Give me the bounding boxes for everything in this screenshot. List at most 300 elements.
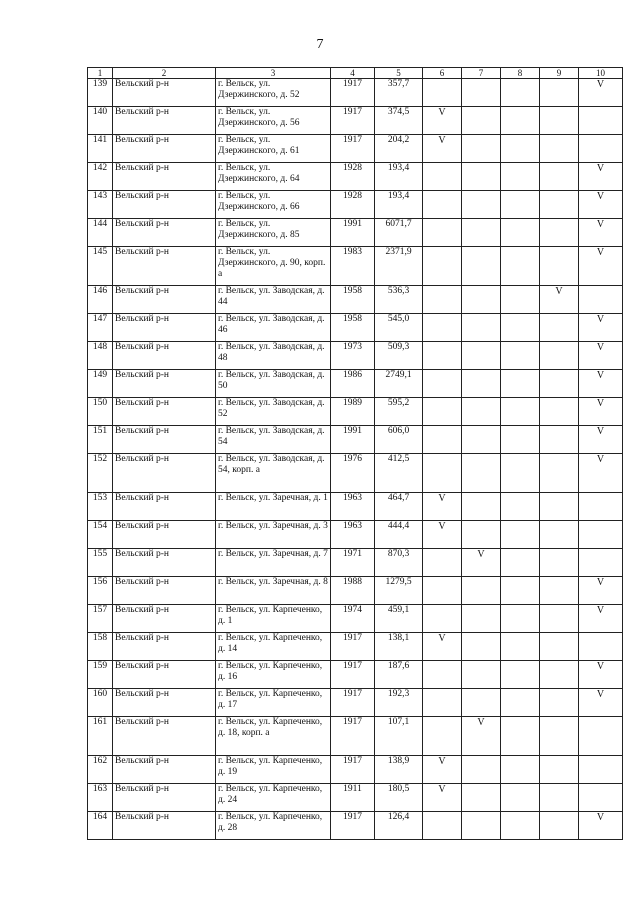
category-mark: V bbox=[579, 314, 623, 342]
category-col-9-cell bbox=[540, 784, 579, 812]
category-col-9-cell bbox=[540, 342, 579, 370]
category-col-7-cell bbox=[462, 191, 501, 219]
district-cell: Вельский р-н bbox=[113, 577, 216, 605]
row-number: 156 bbox=[88, 577, 113, 605]
category-col-9-cell bbox=[540, 79, 579, 107]
column-header: 7 bbox=[462, 68, 501, 79]
year-cell: 1928 bbox=[331, 163, 375, 191]
table-row bbox=[88, 784, 623, 812]
category-mark: V bbox=[462, 717, 501, 756]
category-col-6-cell bbox=[423, 426, 462, 454]
category-col-8-cell bbox=[501, 784, 540, 812]
area-cell: 6071,7 bbox=[375, 219, 423, 247]
category-col-7-cell bbox=[462, 247, 501, 286]
district-cell: Вельский р-н bbox=[113, 784, 216, 812]
category-col-8-cell bbox=[501, 454, 540, 493]
table-row bbox=[88, 577, 623, 605]
district-cell: Вельский р-н bbox=[113, 756, 216, 784]
area-cell: 536,3 bbox=[375, 286, 423, 314]
category-col-6-cell bbox=[423, 577, 462, 605]
category-col-7-cell bbox=[462, 689, 501, 717]
row-number: 146 bbox=[88, 286, 113, 314]
category-col-8-cell bbox=[501, 342, 540, 370]
row-number: 163 bbox=[88, 784, 113, 812]
address-cell: г. Вельск, ул. Заречная, д. 1 bbox=[216, 493, 331, 521]
district-cell: Вельский р-н bbox=[113, 661, 216, 689]
district-cell: Вельский р-н bbox=[113, 398, 216, 426]
category-col-6-cell bbox=[423, 812, 462, 840]
category-col-6-cell bbox=[423, 370, 462, 398]
address-cell: г. Вельск, ул. Карпеченко, д. 1 bbox=[216, 605, 331, 633]
category-col-9-cell bbox=[540, 812, 579, 840]
table-row bbox=[88, 454, 623, 493]
category-col-9-cell bbox=[540, 370, 579, 398]
year-cell: 1917 bbox=[331, 661, 375, 689]
table-row bbox=[88, 314, 623, 342]
address-cell: г. Вельск, ул. Карпеченко, д. 17 bbox=[216, 689, 331, 717]
row-number: 143 bbox=[88, 191, 113, 219]
row-number: 139 bbox=[88, 79, 113, 107]
row-number: 141 bbox=[88, 135, 113, 163]
address-cell: г. Вельск, ул. Карпеченко, д. 18, корп. а bbox=[216, 717, 331, 756]
category-col-9-cell bbox=[540, 163, 579, 191]
row-number: 153 bbox=[88, 493, 113, 521]
category-mark: V bbox=[579, 79, 623, 107]
category-col-7-cell bbox=[462, 521, 501, 549]
year-cell: 1911 bbox=[331, 784, 375, 812]
area-cell: 870,3 bbox=[375, 549, 423, 577]
category-mark: V bbox=[579, 661, 623, 689]
district-cell: Вельский р-н bbox=[113, 79, 216, 107]
table-row bbox=[88, 191, 623, 219]
table-row bbox=[88, 135, 623, 163]
table-row bbox=[88, 549, 623, 577]
category-mark: V bbox=[579, 219, 623, 247]
category-col-10-cell bbox=[579, 756, 623, 784]
category-col-7-cell bbox=[462, 426, 501, 454]
address-cell: г. Вельск, ул. Заводская, д. 46 bbox=[216, 314, 331, 342]
category-mark: V bbox=[423, 135, 462, 163]
year-cell: 1917 bbox=[331, 756, 375, 784]
category-mark: V bbox=[579, 689, 623, 717]
category-col-6-cell bbox=[423, 605, 462, 633]
category-col-9-cell bbox=[540, 689, 579, 717]
year-cell: 1989 bbox=[331, 398, 375, 426]
category-mark: V bbox=[423, 493, 462, 521]
column-header: 6 bbox=[423, 68, 462, 79]
district-cell: Вельский р-н bbox=[113, 219, 216, 247]
column-header: 9 bbox=[540, 68, 579, 79]
category-col-7-cell bbox=[462, 370, 501, 398]
row-number: 155 bbox=[88, 549, 113, 577]
category-col-6-cell bbox=[423, 219, 462, 247]
category-mark: V bbox=[462, 549, 501, 577]
row-number: 159 bbox=[88, 661, 113, 689]
page-number: 7 bbox=[316, 37, 324, 52]
area-cell: 459,1 bbox=[375, 605, 423, 633]
category-col-8-cell bbox=[501, 247, 540, 286]
year-cell: 1983 bbox=[331, 247, 375, 286]
table-row bbox=[88, 717, 623, 756]
area-cell: 138,9 bbox=[375, 756, 423, 784]
category-col-9-cell bbox=[540, 605, 579, 633]
address-cell: г. Вельск, ул. Заводская, д. 48 bbox=[216, 342, 331, 370]
category-mark: V bbox=[579, 812, 623, 840]
year-cell: 1986 bbox=[331, 370, 375, 398]
address-cell: г. Вельск, ул. Заречная, д. 3 bbox=[216, 521, 331, 549]
category-col-10-cell bbox=[579, 493, 623, 521]
district-cell: Вельский р-н bbox=[113, 689, 216, 717]
table-row bbox=[88, 493, 623, 521]
category-col-8-cell bbox=[501, 135, 540, 163]
address-cell: г. Вельск, ул. Дзержинского, д. 90, корп. а bbox=[216, 247, 331, 286]
category-col-8-cell bbox=[501, 398, 540, 426]
category-col-8-cell bbox=[501, 163, 540, 191]
column-header: 1 bbox=[88, 68, 113, 79]
category-col-7-cell bbox=[462, 163, 501, 191]
category-col-7-cell bbox=[462, 314, 501, 342]
category-col-7-cell bbox=[462, 661, 501, 689]
table-body bbox=[88, 79, 623, 840]
column-header: 4 bbox=[331, 68, 375, 79]
area-cell: 509,3 bbox=[375, 342, 423, 370]
column-header: 10 bbox=[579, 68, 623, 79]
table-row bbox=[88, 426, 623, 454]
category-col-8-cell bbox=[501, 549, 540, 577]
category-col-9-cell bbox=[540, 521, 579, 549]
category-col-6-cell bbox=[423, 549, 462, 577]
year-cell: 1917 bbox=[331, 717, 375, 756]
category-col-8-cell bbox=[501, 219, 540, 247]
area-cell: 193,4 bbox=[375, 163, 423, 191]
column-number-header bbox=[88, 68, 623, 79]
category-col-7-cell bbox=[462, 107, 501, 135]
year-cell: 1917 bbox=[331, 79, 375, 107]
row-number: 158 bbox=[88, 633, 113, 661]
category-col-7-cell bbox=[462, 454, 501, 493]
address-cell: г. Вельск, ул. Заводская, д. 44 bbox=[216, 286, 331, 314]
year-cell: 1976 bbox=[331, 454, 375, 493]
category-col-6-cell bbox=[423, 247, 462, 286]
category-mark: V bbox=[579, 398, 623, 426]
category-col-8-cell bbox=[501, 717, 540, 756]
district-cell: Вельский р-н bbox=[113, 493, 216, 521]
category-col-6-cell bbox=[423, 689, 462, 717]
category-col-9-cell bbox=[540, 247, 579, 286]
area-cell: 2371,9 bbox=[375, 247, 423, 286]
row-number: 145 bbox=[88, 247, 113, 286]
row-number: 147 bbox=[88, 314, 113, 342]
area-cell: 606,0 bbox=[375, 426, 423, 454]
category-col-8-cell bbox=[501, 812, 540, 840]
address-cell: г. Вельск, ул. Дзержинского, д. 56 bbox=[216, 107, 331, 135]
category-col-7-cell bbox=[462, 633, 501, 661]
year-cell: 1917 bbox=[331, 633, 375, 661]
address-cell: г. Вельск, ул. Карпеченко, д. 19 bbox=[216, 756, 331, 784]
category-mark: V bbox=[579, 342, 623, 370]
year-cell: 1971 bbox=[331, 549, 375, 577]
category-col-7-cell bbox=[462, 342, 501, 370]
year-cell: 1988 bbox=[331, 577, 375, 605]
housing-registry-table bbox=[87, 67, 623, 840]
area-cell: 192,3 bbox=[375, 689, 423, 717]
row-number: 148 bbox=[88, 342, 113, 370]
category-col-7-cell bbox=[462, 756, 501, 784]
category-col-9-cell bbox=[540, 135, 579, 163]
area-cell: 107,1 bbox=[375, 717, 423, 756]
row-number: 164 bbox=[88, 812, 113, 840]
category-mark: V bbox=[540, 286, 579, 314]
category-col-7-cell bbox=[462, 219, 501, 247]
district-cell: Вельский р-н bbox=[113, 426, 216, 454]
table-row bbox=[88, 107, 623, 135]
category-col-8-cell bbox=[501, 370, 540, 398]
area-cell: 357,7 bbox=[375, 79, 423, 107]
category-col-9-cell bbox=[540, 493, 579, 521]
category-col-8-cell bbox=[501, 633, 540, 661]
area-cell: 412,5 bbox=[375, 454, 423, 493]
category-col-10-cell bbox=[579, 549, 623, 577]
category-col-8-cell bbox=[501, 107, 540, 135]
category-col-6-cell bbox=[423, 314, 462, 342]
category-col-8-cell bbox=[501, 286, 540, 314]
category-col-8-cell bbox=[501, 756, 540, 784]
address-cell: г. Вельск, ул. Дзержинского, д. 64 bbox=[216, 163, 331, 191]
category-col-10-cell bbox=[579, 286, 623, 314]
category-col-9-cell bbox=[540, 633, 579, 661]
district-cell: Вельский р-н bbox=[113, 717, 216, 756]
address-cell: г. Вельск, ул. Заводская, д. 54, корп. а bbox=[216, 454, 331, 493]
area-cell: 545,0 bbox=[375, 314, 423, 342]
category-col-8-cell bbox=[501, 426, 540, 454]
category-mark: V bbox=[579, 370, 623, 398]
category-mark: V bbox=[579, 577, 623, 605]
year-cell: 1991 bbox=[331, 219, 375, 247]
category-col-9-cell bbox=[540, 577, 579, 605]
district-cell: Вельский р-н bbox=[113, 191, 216, 219]
category-col-9-cell bbox=[540, 219, 579, 247]
row-number: 144 bbox=[88, 219, 113, 247]
district-cell: Вельский р-н bbox=[113, 633, 216, 661]
address-cell: г. Вельск, ул. Дзержинского, д. 61 bbox=[216, 135, 331, 163]
address-cell: г. Вельск, ул. Карпеченко, д. 14 bbox=[216, 633, 331, 661]
row-number: 150 bbox=[88, 398, 113, 426]
address-cell: г. Вельск, ул. Заречная, д. 8 bbox=[216, 577, 331, 605]
category-col-8-cell bbox=[501, 605, 540, 633]
row-number: 149 bbox=[88, 370, 113, 398]
row-number: 157 bbox=[88, 605, 113, 633]
district-cell: Вельский р-н bbox=[113, 812, 216, 840]
category-mark: V bbox=[423, 107, 462, 135]
category-col-8-cell bbox=[501, 493, 540, 521]
address-cell: г. Вельск, ул. Дзержинского, д. 52 bbox=[216, 79, 331, 107]
category-col-7-cell bbox=[462, 398, 501, 426]
year-cell: 1928 bbox=[331, 191, 375, 219]
category-mark: V bbox=[579, 605, 623, 633]
category-col-7-cell bbox=[462, 784, 501, 812]
address-cell: г. Вельск, ул. Заводская, д. 54 bbox=[216, 426, 331, 454]
address-cell: г. Вельск, ул. Карпеченко, д. 24 bbox=[216, 784, 331, 812]
table-row bbox=[88, 286, 623, 314]
category-col-7-cell bbox=[462, 812, 501, 840]
category-col-6-cell bbox=[423, 661, 462, 689]
year-cell: 1958 bbox=[331, 314, 375, 342]
category-col-8-cell bbox=[501, 191, 540, 219]
row-number: 160 bbox=[88, 689, 113, 717]
category-mark: V bbox=[423, 756, 462, 784]
row-number: 142 bbox=[88, 163, 113, 191]
column-header: 3 bbox=[216, 68, 331, 79]
column-header: 8 bbox=[501, 68, 540, 79]
table-row bbox=[88, 605, 623, 633]
area-cell: 193,4 bbox=[375, 191, 423, 219]
table-row bbox=[88, 521, 623, 549]
category-col-9-cell bbox=[540, 426, 579, 454]
year-cell: 1963 bbox=[331, 521, 375, 549]
category-col-9-cell bbox=[540, 756, 579, 784]
table-row bbox=[88, 163, 623, 191]
table-row bbox=[88, 247, 623, 286]
category-col-9-cell bbox=[540, 661, 579, 689]
category-col-10-cell bbox=[579, 135, 623, 163]
category-col-9-cell bbox=[540, 549, 579, 577]
year-cell: 1958 bbox=[331, 286, 375, 314]
row-number: 151 bbox=[88, 426, 113, 454]
row-number: 162 bbox=[88, 756, 113, 784]
area-cell: 464,7 bbox=[375, 493, 423, 521]
district-cell: Вельский р-н bbox=[113, 549, 216, 577]
category-col-7-cell bbox=[462, 605, 501, 633]
category-mark: V bbox=[579, 426, 623, 454]
category-col-7-cell bbox=[462, 577, 501, 605]
row-number: 154 bbox=[88, 521, 113, 549]
category-col-6-cell bbox=[423, 79, 462, 107]
area-cell: 126,4 bbox=[375, 812, 423, 840]
address-cell: г. Вельск, ул. Карпеченко, д. 28 bbox=[216, 812, 331, 840]
category-col-8-cell bbox=[501, 689, 540, 717]
area-cell: 138,1 bbox=[375, 633, 423, 661]
year-cell: 1917 bbox=[331, 107, 375, 135]
category-col-7-cell bbox=[462, 286, 501, 314]
district-cell: Вельский р-н bbox=[113, 286, 216, 314]
category-col-10-cell bbox=[579, 521, 623, 549]
row-number: 152 bbox=[88, 454, 113, 493]
year-cell: 1991 bbox=[331, 426, 375, 454]
category-col-10-cell bbox=[579, 784, 623, 812]
year-cell: 1963 bbox=[331, 493, 375, 521]
category-col-9-cell bbox=[540, 454, 579, 493]
category-col-9-cell bbox=[540, 314, 579, 342]
district-cell: Вельский р-н bbox=[113, 342, 216, 370]
category-mark: V bbox=[579, 163, 623, 191]
year-cell: 1917 bbox=[331, 689, 375, 717]
district-cell: Вельский р-н bbox=[113, 370, 216, 398]
category-col-9-cell bbox=[540, 717, 579, 756]
address-cell: г. Вельск, ул. Дзержинского, д. 85 bbox=[216, 219, 331, 247]
area-cell: 374,5 bbox=[375, 107, 423, 135]
address-cell: г. Вельск, ул. Дзержинского, д. 66 bbox=[216, 191, 331, 219]
table-row bbox=[88, 79, 623, 107]
district-cell: Вельский р-н bbox=[113, 135, 216, 163]
area-cell: 204,2 bbox=[375, 135, 423, 163]
area-cell: 187,6 bbox=[375, 661, 423, 689]
table-row bbox=[88, 342, 623, 370]
address-cell: г. Вельск, ул. Заводская, д. 52 bbox=[216, 398, 331, 426]
category-col-8-cell bbox=[501, 521, 540, 549]
address-cell: г. Вельск, ул. Карпеченко, д. 16 bbox=[216, 661, 331, 689]
category-mark: V bbox=[579, 247, 623, 286]
category-col-8-cell bbox=[501, 661, 540, 689]
area-cell: 595,2 bbox=[375, 398, 423, 426]
row-number: 140 bbox=[88, 107, 113, 135]
category-col-8-cell bbox=[501, 577, 540, 605]
category-mark: V bbox=[423, 784, 462, 812]
table-row bbox=[88, 219, 623, 247]
category-col-6-cell bbox=[423, 342, 462, 370]
category-col-10-cell bbox=[579, 633, 623, 661]
category-col-9-cell bbox=[540, 107, 579, 135]
category-col-9-cell bbox=[540, 191, 579, 219]
table-row bbox=[88, 633, 623, 661]
category-mark: V bbox=[423, 521, 462, 549]
district-cell: Вельский р-н bbox=[113, 247, 216, 286]
year-cell: 1917 bbox=[331, 812, 375, 840]
district-cell: Вельский р-н bbox=[113, 605, 216, 633]
district-cell: Вельский р-н bbox=[113, 314, 216, 342]
table-row bbox=[88, 370, 623, 398]
address-cell: г. Вельск, ул. Заречная, д. 7 bbox=[216, 549, 331, 577]
category-col-6-cell bbox=[423, 191, 462, 219]
area-cell: 444,4 bbox=[375, 521, 423, 549]
category-col-7-cell bbox=[462, 493, 501, 521]
district-cell: Вельский р-н bbox=[113, 107, 216, 135]
category-mark: V bbox=[423, 633, 462, 661]
table-row bbox=[88, 398, 623, 426]
category-col-6-cell bbox=[423, 717, 462, 756]
category-col-7-cell bbox=[462, 79, 501, 107]
district-cell: Вельский р-н bbox=[113, 163, 216, 191]
year-cell: 1973 bbox=[331, 342, 375, 370]
category-col-8-cell bbox=[501, 79, 540, 107]
column-header: 2 bbox=[113, 68, 216, 79]
category-col-6-cell bbox=[423, 163, 462, 191]
year-cell: 1917 bbox=[331, 135, 375, 163]
category-mark: V bbox=[579, 454, 623, 493]
category-col-6-cell bbox=[423, 454, 462, 493]
row-number: 161 bbox=[88, 717, 113, 756]
area-cell: 1279,5 bbox=[375, 577, 423, 605]
district-cell: Вельский р-н bbox=[113, 454, 216, 493]
table-row bbox=[88, 661, 623, 689]
table-row bbox=[88, 756, 623, 784]
area-cell: 2749,1 bbox=[375, 370, 423, 398]
category-col-9-cell bbox=[540, 398, 579, 426]
category-mark: V bbox=[579, 191, 623, 219]
column-header: 5 bbox=[375, 68, 423, 79]
category-col-7-cell bbox=[462, 135, 501, 163]
year-cell: 1974 bbox=[331, 605, 375, 633]
category-col-10-cell bbox=[579, 107, 623, 135]
category-col-6-cell bbox=[423, 398, 462, 426]
table-row bbox=[88, 812, 623, 840]
category-col-8-cell bbox=[501, 314, 540, 342]
category-col-6-cell bbox=[423, 286, 462, 314]
address-cell: г. Вельск, ул. Заводская, д. 50 bbox=[216, 370, 331, 398]
table-row bbox=[88, 689, 623, 717]
category-col-10-cell bbox=[579, 717, 623, 756]
area-cell: 180,5 bbox=[375, 784, 423, 812]
district-cell: Вельский р-н bbox=[113, 521, 216, 549]
